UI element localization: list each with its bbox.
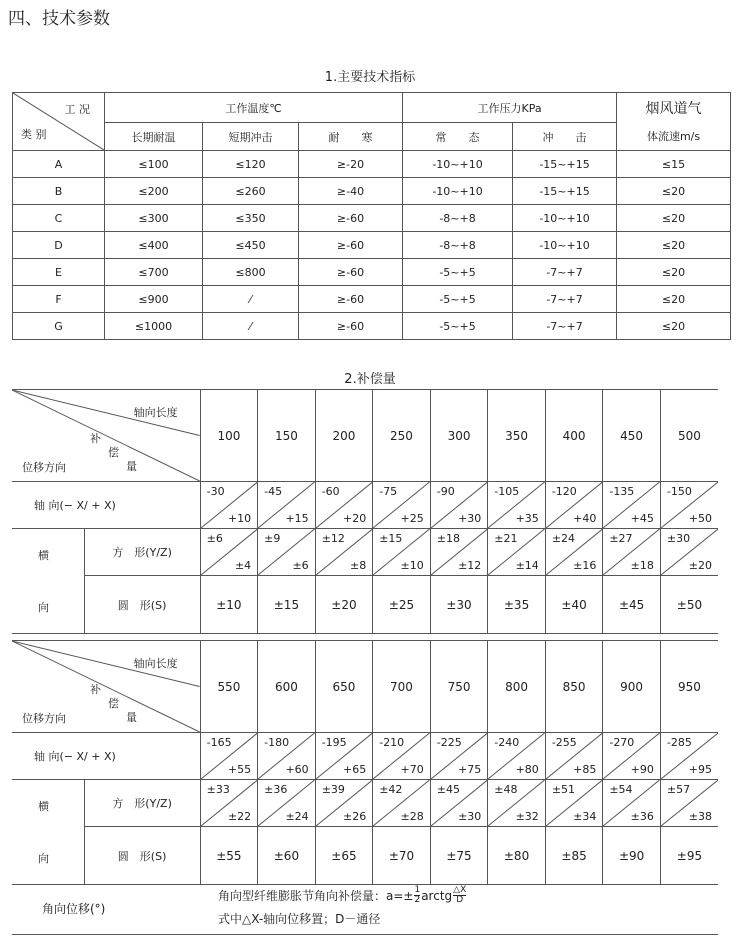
value-bottom: ±12 — [458, 559, 482, 572]
value-bottom: +35 — [515, 512, 539, 525]
page-heading: 四、技术参数 — [8, 9, 110, 29]
length-header: 950 — [660, 641, 718, 733]
round-value: ±30 — [430, 576, 488, 634]
value-bottom: +10 — [227, 512, 252, 525]
t1-row — [13, 205, 731, 232]
t1-cell: ≤20 — [617, 259, 731, 286]
round-value: ±15 — [258, 576, 316, 634]
t1-cell: ⁄ — [203, 313, 299, 340]
value-top: -195 — [321, 736, 347, 749]
value-pair-cell — [488, 482, 546, 529]
t1-cell: -5~+5 — [403, 259, 513, 286]
round-value: ±10 — [200, 576, 258, 634]
value-pair-cell — [430, 733, 488, 780]
t1-cell: ≤450 — [203, 232, 299, 259]
t1-category: E — [13, 259, 105, 286]
t1-cell: -7~+7 — [513, 259, 617, 286]
value-pair-cell — [315, 780, 373, 827]
compensation-table-2 — [12, 640, 718, 885]
round-value: ±75 — [430, 827, 488, 885]
axial-label: 轴 向(− X/ + X) — [12, 733, 200, 780]
length-header: 750 — [430, 641, 488, 733]
value-pair-cell — [373, 733, 431, 780]
value-bottom: ±18 — [630, 559, 654, 572]
corner-cell — [12, 641, 200, 733]
t1-category: D — [13, 232, 105, 259]
value-pair-cell — [545, 482, 603, 529]
round-value: ±90 — [603, 827, 661, 885]
t1-subhead: 常 态 — [403, 123, 513, 151]
value-bottom: +50 — [688, 512, 712, 525]
t1-cell: ≥-60 — [299, 313, 403, 340]
lateral-xiang: 向 — [38, 852, 49, 865]
t1-cell: -7~+7 — [513, 286, 617, 313]
value-pair-cell — [603, 780, 661, 827]
t1-cell: -15~+15 — [513, 178, 617, 205]
value-pair-cell — [373, 482, 431, 529]
value-bottom: ±14 — [515, 559, 539, 572]
length-header: 900 — [603, 641, 661, 733]
value-bottom: +85 — [573, 763, 597, 776]
t1-cell: ≤900 — [105, 286, 203, 313]
t1-cell: -5~+5 — [403, 286, 513, 313]
t1-category: A — [13, 151, 105, 178]
t1-cell: -8~+8 — [403, 232, 513, 259]
t1-row — [13, 313, 731, 340]
value-bottom: ±30 — [458, 810, 482, 823]
t1-cell: ≥-60 — [299, 259, 403, 286]
t1-subhead: 冲 击 — [513, 123, 617, 151]
round-value: ±60 — [258, 827, 316, 885]
corner-cell — [12, 390, 200, 482]
round-value: ±25 — [373, 576, 431, 634]
frac2-num: △X — [453, 885, 467, 895]
value-bottom: ±22 — [227, 810, 252, 823]
value-pair-cell — [258, 482, 316, 529]
t1-row — [13, 178, 731, 205]
value-bottom: +55 — [227, 763, 252, 776]
value-bottom: ±38 — [688, 810, 712, 823]
value-top: -240 — [494, 736, 520, 749]
value-bottom: ±26 — [343, 810, 367, 823]
value-top: ±42 — [379, 783, 403, 796]
value-pair-cell — [430, 529, 488, 576]
frac2-den: D — [456, 895, 464, 905]
t1-cell: ≤1000 — [105, 313, 203, 340]
value-bottom: +60 — [285, 763, 309, 776]
value-top: ±48 — [494, 783, 518, 796]
formula-explanation: 式中△X-轴向位移置；D－通径 — [218, 912, 381, 926]
t1-cell: ≥-60 — [299, 205, 403, 232]
value-pair-cell — [660, 482, 718, 529]
value-bottom: +90 — [630, 763, 654, 776]
round-value: ±50 — [660, 576, 718, 634]
t1-cell: ≤350 — [203, 205, 299, 232]
corner-axial-length: 轴向长度 — [133, 406, 178, 419]
value-pair-cell — [545, 733, 603, 780]
t1-cell: ≤20 — [617, 313, 731, 340]
value-top: -120 — [551, 485, 577, 498]
t1-cell: -10~+10 — [403, 151, 513, 178]
value-bottom: ±8 — [350, 559, 367, 572]
t1-corner-top: 工 况 — [64, 103, 90, 116]
value-pair-cell — [258, 733, 316, 780]
value-top: ±15 — [379, 532, 403, 545]
t1-head-temp: 工作温度℃ — [105, 93, 403, 123]
angular-formula — [218, 886, 466, 905]
t1-cell: -15~+15 — [513, 151, 617, 178]
t1-subhead: 短期冲击 — [203, 123, 299, 151]
value-pair-cell — [315, 733, 373, 780]
t1-cell: ≥-20 — [299, 151, 403, 178]
t1-cell: -5~+5 — [403, 313, 513, 340]
corner-direction: 位移方向 — [22, 461, 66, 474]
value-bottom: +95 — [688, 763, 712, 776]
value-pair-cell — [430, 482, 488, 529]
value-top: -180 — [264, 736, 290, 749]
t1-cell: ≤15 — [617, 151, 731, 178]
corner-liang: 量 — [126, 711, 137, 724]
value-top: ±9 — [264, 532, 281, 545]
t1-cell: ≤20 — [617, 205, 731, 232]
value-top: ±51 — [551, 783, 576, 796]
value-bottom: ±16 — [573, 559, 597, 572]
value-bottom: ±20 — [688, 559, 712, 572]
value-bottom: ±4 — [234, 559, 252, 572]
value-bottom: ±6 — [292, 559, 309, 572]
t1-cell: ≤400 — [105, 232, 203, 259]
value-top: ±45 — [436, 783, 460, 796]
lateral-heng: 横 — [38, 800, 49, 813]
t1-cell: -7~+7 — [513, 313, 617, 340]
t1-head-flue: 烟风道气 — [617, 93, 731, 123]
value-pair-cell — [488, 529, 546, 576]
value-top: -165 — [206, 736, 232, 749]
value-top: -255 — [551, 736, 577, 749]
t1-cell: -8~+8 — [403, 205, 513, 232]
t1-category: F — [13, 286, 105, 313]
t1-cell: ≤260 — [203, 178, 299, 205]
length-header: 550 — [200, 641, 258, 733]
t1-corner-cell — [13, 93, 105, 151]
length-header: 700 — [373, 641, 431, 733]
value-bottom: ±34 — [573, 810, 597, 823]
value-pair-cell — [200, 780, 258, 827]
length-header: 350 — [488, 390, 546, 482]
value-top: ±12 — [321, 532, 345, 545]
frac-den: 2 — [414, 895, 421, 905]
value-bottom: +45 — [630, 512, 654, 525]
length-header: 250 — [373, 390, 431, 482]
t1-cell: -10~+10 — [403, 178, 513, 205]
corner-liang: 量 — [126, 460, 137, 473]
frac-num: 1 — [414, 885, 421, 895]
value-pair-cell — [200, 482, 258, 529]
round-value: ±65 — [315, 827, 373, 885]
t1-subhead: 长期耐温 — [105, 123, 203, 151]
t1-cell: ≤20 — [617, 286, 731, 313]
value-pair-cell — [315, 482, 373, 529]
round-value: ±35 — [488, 576, 546, 634]
t1-corner-bottom: 类 别 — [21, 128, 47, 141]
t1-cell: ≤300 — [105, 205, 203, 232]
length-header: 450 — [603, 390, 661, 482]
value-top: ±39 — [321, 783, 345, 796]
section1-title: 1.主要技术指标 — [324, 70, 416, 85]
angular-label: 角向位移(°) — [42, 902, 106, 916]
value-pair-cell — [603, 482, 661, 529]
t1-row — [13, 232, 731, 259]
value-pair-cell — [603, 733, 661, 780]
value-top: ±21 — [494, 532, 518, 545]
value-pair-cell — [373, 780, 431, 827]
value-top: ±24 — [551, 532, 576, 545]
value-bottom: +65 — [343, 763, 367, 776]
length-header: 200 — [315, 390, 373, 482]
corner-bu: 补 — [90, 683, 101, 696]
value-pair-cell — [488, 733, 546, 780]
value-top: ±27 — [609, 532, 633, 545]
t1-cell: ≤120 — [203, 151, 299, 178]
value-pair-cell — [258, 529, 316, 576]
round-value: ±95 — [660, 827, 718, 885]
t1-cell: -10~+10 — [513, 232, 617, 259]
value-bottom: +75 — [458, 763, 482, 776]
round-value: ±80 — [488, 827, 546, 885]
value-pair-cell — [200, 529, 258, 576]
round-value: ±45 — [603, 576, 661, 634]
value-bottom: ±24 — [285, 810, 309, 823]
round-label: 圆 形(S) — [84, 827, 200, 885]
length-header: 300 — [430, 390, 488, 482]
value-pair-cell — [603, 529, 661, 576]
value-top: -30 — [206, 485, 225, 498]
square-label: 方 形(Y/Z) — [84, 780, 200, 827]
round-value: ±85 — [545, 827, 603, 885]
t1-category: B — [13, 178, 105, 205]
value-bottom: +25 — [400, 512, 424, 525]
lateral-xiang: 向 — [38, 601, 49, 614]
value-top: ±54 — [609, 783, 633, 796]
value-top: ±57 — [666, 783, 691, 796]
length-header: 850 — [545, 641, 603, 733]
t1-cell: ⁄ — [203, 286, 299, 313]
value-top: -60 — [321, 485, 340, 498]
axial-label: 轴 向(− X/ + X) — [12, 482, 200, 529]
round-value: ±20 — [315, 576, 373, 634]
value-top: ±36 — [264, 783, 288, 796]
corner-bu: 补 — [90, 432, 101, 445]
value-pair-cell — [660, 733, 718, 780]
length-header: 600 — [258, 641, 316, 733]
t1-cell: ≥-60 — [299, 232, 403, 259]
t1-cell: ≤20 — [617, 178, 731, 205]
length-header: 650 — [315, 641, 373, 733]
value-top: -225 — [436, 736, 462, 749]
square-label: 方 形(Y/Z) — [84, 529, 200, 576]
t1-row — [13, 151, 731, 178]
value-bottom: +70 — [400, 763, 424, 776]
t1-subhead: 体流速m/s — [617, 123, 731, 151]
round-value: ±70 — [373, 827, 431, 885]
lateral-label-cell — [12, 529, 84, 634]
value-top: -75 — [379, 485, 398, 498]
value-pair-cell — [660, 529, 718, 576]
formula-prefix: 角向型纤维膨胀节角向补偿量：a=± — [218, 889, 414, 903]
t1-head-pressure: 工作压力KPa — [403, 93, 617, 123]
length-header: 800 — [488, 641, 546, 733]
t1-category: C — [13, 205, 105, 232]
value-pair-cell — [373, 529, 431, 576]
value-bottom: ±28 — [400, 810, 424, 823]
value-pair-cell — [660, 780, 718, 827]
value-bottom: ±36 — [630, 810, 654, 823]
t1-subhead: 耐 寒 — [299, 123, 403, 151]
t1-cell: ≤100 — [105, 151, 203, 178]
t1-cell: ≥-40 — [299, 178, 403, 205]
round-value: ±40 — [545, 576, 603, 634]
round-label: 圆 形(S) — [84, 576, 200, 634]
section2-title: 2.补偿量 — [344, 372, 396, 387]
value-top: -90 — [436, 485, 455, 498]
value-bottom: +80 — [515, 763, 539, 776]
t1-cell: ≤800 — [203, 259, 299, 286]
value-bottom: +30 — [458, 512, 482, 525]
value-top: -45 — [264, 485, 283, 498]
value-bottom: +15 — [285, 512, 309, 525]
length-header: 100 — [200, 390, 258, 482]
t1-cell: ≥-60 — [299, 286, 403, 313]
value-top: ±18 — [436, 532, 460, 545]
length-header: 400 — [545, 390, 603, 482]
lateral-heng: 横 — [38, 549, 49, 562]
value-top: -285 — [666, 736, 692, 749]
value-top: -270 — [609, 736, 635, 749]
t1-cell: ≤700 — [105, 259, 203, 286]
lateral-label-cell — [12, 780, 84, 885]
corner-direction: 位移方向 — [22, 712, 66, 725]
value-top: -210 — [379, 736, 405, 749]
t1-cell: -10~+10 — [513, 205, 617, 232]
arctg-text: arctg — [421, 888, 453, 903]
corner-chang: 偿 — [108, 697, 119, 710]
value-top: -135 — [609, 485, 635, 498]
value-pair-cell — [258, 780, 316, 827]
round-value: ±55 — [200, 827, 258, 885]
compensation-table-1 — [12, 389, 718, 634]
value-bottom: ±32 — [515, 810, 539, 823]
value-bottom: +20 — [343, 512, 367, 525]
length-header: 150 — [258, 390, 316, 482]
value-bottom: +40 — [573, 512, 597, 525]
t1-cell: ≤200 — [105, 178, 203, 205]
value-top: -105 — [494, 485, 520, 498]
value-bottom: ±10 — [400, 559, 424, 572]
value-top: ±30 — [666, 532, 691, 545]
value-pair-cell — [430, 780, 488, 827]
t1-category: G — [13, 313, 105, 340]
value-top: ±33 — [206, 783, 230, 796]
t1-cell: ≤20 — [617, 232, 731, 259]
value-pair-cell — [488, 780, 546, 827]
value-pair-cell — [545, 529, 603, 576]
length-header: 500 — [660, 390, 718, 482]
value-pair-cell — [545, 780, 603, 827]
value-top: ±6 — [206, 532, 223, 545]
value-pair-cell — [315, 529, 373, 576]
t1-row — [13, 259, 731, 286]
value-top: -150 — [666, 485, 692, 498]
corner-axial-length: 轴向长度 — [133, 657, 178, 670]
t1-row — [13, 286, 731, 313]
spec-table — [12, 92, 731, 340]
corner-chang: 偿 — [108, 446, 119, 459]
value-pair-cell — [200, 733, 258, 780]
